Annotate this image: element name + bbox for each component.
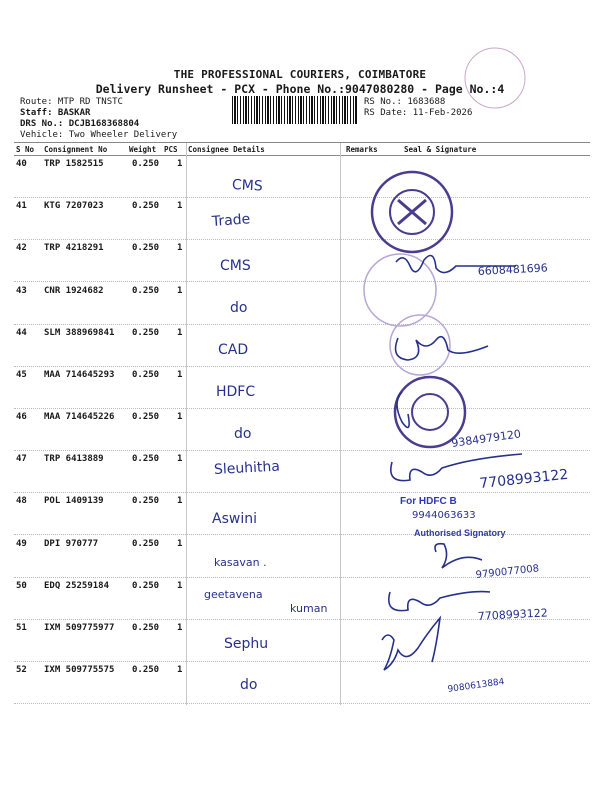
consignee-handwriting: do xyxy=(240,677,258,693)
consignee-handwriting: do xyxy=(230,300,248,316)
row-pcs: 1 xyxy=(177,201,183,211)
route-label: Route: MTP RD TNSTC xyxy=(20,97,123,107)
staff-label: Staff: BASKAR xyxy=(20,108,91,118)
signature-phone: 9080613884 xyxy=(447,677,506,695)
signature-phone: 7708993122 xyxy=(477,606,549,623)
signature-phone: 9384979120 xyxy=(450,427,522,450)
stamp-text: For HDFC B xyxy=(400,496,457,507)
consignee-handwriting: CMS xyxy=(231,177,264,195)
row-weight: 0.250 xyxy=(132,286,160,296)
row-weight: 0.250 xyxy=(132,581,160,591)
stamp-text: Authorised Signatory xyxy=(414,528,506,538)
col-remarks: Remarks xyxy=(346,145,378,154)
consignee-handwriting: kasavan . xyxy=(214,556,267,569)
signature-scribble xyxy=(396,337,488,360)
row-pcs: 1 xyxy=(177,623,183,633)
row-weight: 0.250 xyxy=(132,665,160,675)
col-seal: Seal & Signature xyxy=(404,145,477,154)
consignee-handwriting: CAD xyxy=(218,342,249,358)
row-pcs: 1 xyxy=(177,665,183,675)
row-sno: 49 xyxy=(16,539,27,549)
row-pcs: 1 xyxy=(177,581,183,591)
row-weight: 0.250 xyxy=(132,539,160,549)
row-consignment: EDQ 25259184 xyxy=(44,581,110,591)
row-consignment: POL 1409139 xyxy=(44,496,104,506)
row-sno: 48 xyxy=(16,496,27,506)
row-consignment: MAA 714645293 xyxy=(44,370,115,380)
row-pcs: 1 xyxy=(177,412,183,422)
consignee-handwriting: Sephu xyxy=(224,636,269,652)
rs-date: RS Date: 11-Feb-2026 xyxy=(364,108,473,118)
row-sno: 41 xyxy=(16,201,27,211)
vehicle-label: Vehicle: Two Wheeler Delivery xyxy=(20,130,178,140)
row-weight: 0.250 xyxy=(132,496,160,506)
row-sno: 42 xyxy=(16,243,27,253)
row-pcs: 1 xyxy=(177,286,183,296)
row-sno: 44 xyxy=(16,328,27,338)
bank-round-stamp-top xyxy=(372,172,452,252)
stamp-phone: 9944063633 xyxy=(412,510,476,521)
signature-scribble xyxy=(382,618,440,670)
row-sno: 46 xyxy=(16,412,27,422)
drs-label: DRS No.: DCJB168368804 xyxy=(20,119,140,129)
row-pcs: 1 xyxy=(177,496,183,506)
row-sno: 52 xyxy=(16,665,27,675)
row-weight: 0.250 xyxy=(132,370,160,380)
col-sno: S No xyxy=(16,145,35,154)
row-weight: 0.250 xyxy=(132,623,160,633)
rs-number: RS No.: 1683688 xyxy=(364,97,446,107)
row-weight: 0.250 xyxy=(132,159,160,169)
row-weight: 0.250 xyxy=(132,454,160,464)
consignee-handwriting: HDFC xyxy=(216,384,256,400)
row-consignment: TRP 6413889 xyxy=(44,454,104,464)
col-pcs: PCS xyxy=(164,145,178,154)
consignee-handwriting: Aswini xyxy=(212,511,257,527)
row-consignment: KTG 7207023 xyxy=(44,201,104,211)
row-sno: 47 xyxy=(16,454,27,464)
row-sno: 51 xyxy=(16,623,27,633)
consignee-handwriting: do xyxy=(234,426,252,442)
row-weight: 0.250 xyxy=(132,328,160,338)
row-consignment: IXM 509775575 xyxy=(44,665,115,675)
row-consignment: SLM 388969841 xyxy=(44,328,115,338)
row-pcs: 1 xyxy=(177,159,183,169)
col-weight: Weight xyxy=(129,145,157,154)
runsheet-subtitle: Delivery Runsheet - PCX - Phone No.:9047080280 - Page No.:4 xyxy=(95,82,505,96)
row-pcs: 1 xyxy=(177,243,183,253)
consignee-handwriting: Sleuhitha xyxy=(213,458,281,478)
bank-round-stamp-faint xyxy=(364,254,450,375)
consignee-handwriting: CMS xyxy=(220,258,251,274)
signature-scribble xyxy=(435,544,482,568)
row-weight: 0.250 xyxy=(132,243,160,253)
row-pcs: 1 xyxy=(177,454,183,464)
row-weight: 0.250 xyxy=(132,201,160,211)
row-consignment: MAA 714645226 xyxy=(44,412,115,422)
row-sno: 50 xyxy=(16,581,27,591)
row-consignment: IXM 509775977 xyxy=(44,623,115,633)
row-sno: 45 xyxy=(16,370,27,380)
row-sno: 40 xyxy=(16,159,27,169)
col-consignee: Consignee Details xyxy=(188,145,265,154)
row-consignment: TRP 4218291 xyxy=(44,243,104,253)
signature-phone: 6608481696 xyxy=(477,261,549,278)
signature-phone: 9790077008 xyxy=(475,563,540,581)
consignee-handwriting: Trade xyxy=(211,211,251,230)
signature-phone: 7708993122 xyxy=(478,466,570,492)
row-pcs: 1 xyxy=(177,370,183,380)
corner-round-stamp xyxy=(465,48,525,108)
col-consignment: Consignment No xyxy=(44,145,108,154)
row-pcs: 1 xyxy=(177,539,183,549)
company-title: THE PROFESSIONAL COURIERS, COIMBATORE xyxy=(173,68,427,81)
row-weight: 0.250 xyxy=(132,412,160,422)
row-pcs: 1 xyxy=(177,328,183,338)
consignee-handwriting: geetavena xyxy=(204,588,263,601)
signature-scribble xyxy=(389,592,490,611)
row-consignment: TRP 1582515 xyxy=(44,159,104,169)
signature-scribble xyxy=(397,392,409,427)
row-consignment: DPI 970777 xyxy=(44,539,99,549)
consignee-handwriting-line2: kuman xyxy=(290,602,328,615)
row-consignment: CNR 1924682 xyxy=(44,286,104,296)
row-sno: 43 xyxy=(16,286,27,296)
